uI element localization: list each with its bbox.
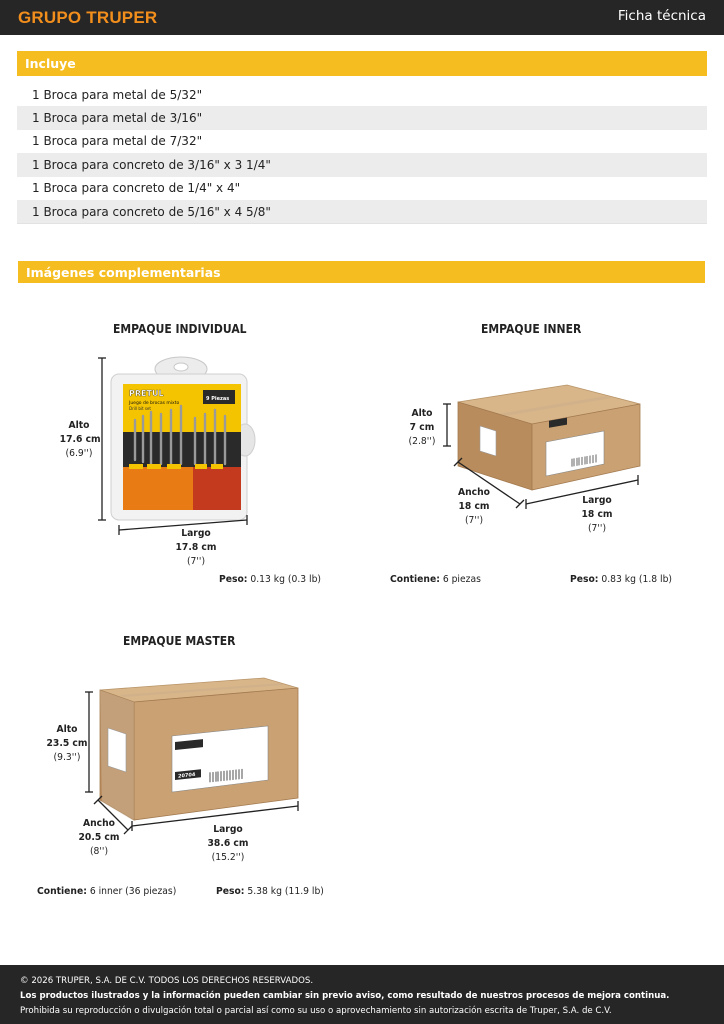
included-items-list [17, 83, 707, 224]
master-alto-caption: Alto 23.5 cm (9.3'') [46, 724, 88, 763]
section-header-incluye: Incluye [17, 51, 707, 76]
footer-notice: Los productos ilustrados y la información pueden cambiar sin previo aviso, como resultado de nuestros procesos de mejora continua. [20, 991, 670, 1001]
list-item: 1 Broca para metal de 7/32" [32, 134, 203, 149]
list-item: 1 Broca para metal de 5/32" [32, 87, 203, 102]
footer-copyright: © 2026 TRUPER, S.A. DE C.V. TODOS LOS DERECHOS RESERVADOS. [20, 976, 314, 986]
pack-subtitle-text: Drill bit set [129, 406, 151, 411]
pack-title-text: Juego de brocas mixto [129, 401, 180, 406]
individual-package-image [95, 352, 260, 542]
pretul-logo-text: PRETUL [129, 389, 164, 398]
individual-alto-caption: Alto 17.6 cm (6.9'') [59, 420, 101, 459]
inner-largo-caption: Largo 18 cm (7'') [581, 495, 613, 534]
individual-weight: Peso: 0.13 kg (0.3 lb) [219, 574, 322, 585]
section-header-imagenes: Imágenes complementarias [18, 261, 705, 283]
list-item: 1 Broca para metal de 3/16" [17, 106, 707, 129]
master-label-code: 20704 [178, 771, 196, 780]
master-weight: Peso: 5.38 kg (11.9 lb) [216, 886, 324, 897]
individual-largo-caption: Largo 17.8 cm (7'') [175, 528, 217, 567]
master-package-title: EMPAQUE MASTER [123, 634, 236, 648]
master-largo-caption: Largo 38.6 cm (15.2'') [207, 824, 249, 863]
pack-pieces-text: 9 Piezas [206, 396, 230, 402]
list-item: 1 Broca para concreto de 5/16" x 4 5/8" [17, 200, 707, 223]
list-item: 1 Broca para concreto de 1/4" x 4" [32, 181, 241, 196]
inner-alto-caption: Alto 7 cm (2.8'') [408, 408, 436, 447]
footer [0, 965, 724, 1024]
inner-ancho-caption: Ancho 18 cm (7'') [458, 487, 490, 526]
individual-package-title: EMPAQUE INDIVIDUAL [113, 322, 247, 336]
top-bar [0, 0, 724, 35]
master-contents: Contiene: 6 inner (36 piezas) [37, 886, 177, 897]
inner-package-title: EMPAQUE INNER [481, 322, 582, 336]
inner-label-brand: PRETUL [551, 437, 573, 448]
list-item: 1 Broca para concreto de 3/16" x 3 1/4" [17, 153, 707, 176]
inner-weight: Peso: 0.83 kg (1.8 lb) [570, 574, 673, 585]
footer-prohibition: Prohibida su reproducción o divulgación total o parcial así como su uso o aprovechamiento sin autorización escrita de Truper, S.A. de C.V. [20, 1006, 612, 1016]
master-ancho-caption: Ancho 20.5 cm (8'') [78, 818, 120, 857]
document-type-label: Ficha técnica [617, 8, 706, 24]
brand-logo: GRUPO TRUPER [18, 8, 158, 27]
master-label-brand: PRETUL [178, 749, 202, 758]
inner-contents: Contiene: 6 piezas [390, 574, 481, 585]
